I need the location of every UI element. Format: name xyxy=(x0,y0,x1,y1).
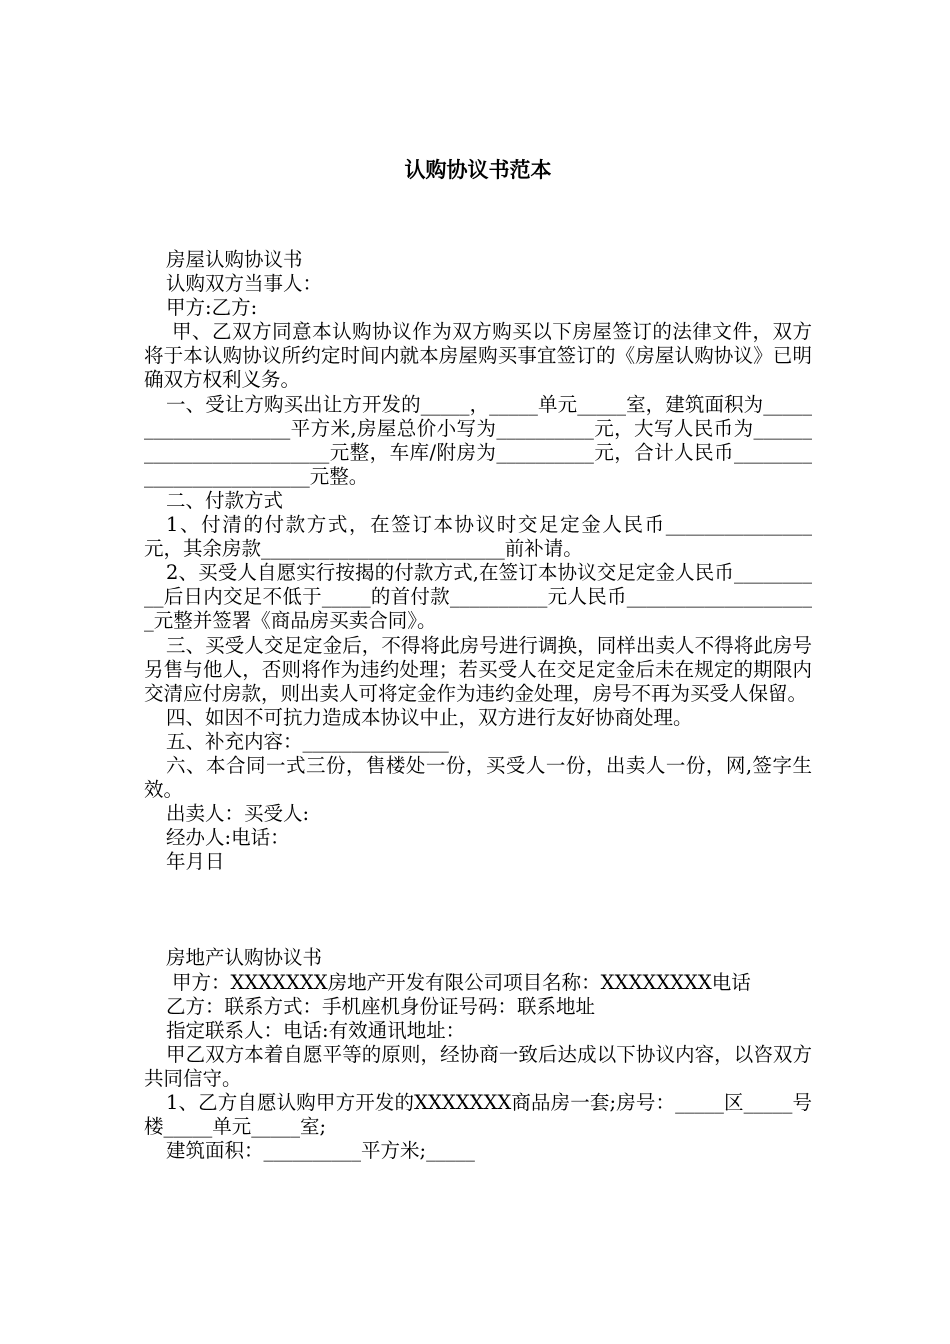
clause-5: 五、补充内容：_______________ xyxy=(166,729,449,753)
clause-3: 三、买受人交足定金后，不得将此房号进行调换，同样出卖人不得将此房号另售与他人，否则将作为违约处理；若买受人在交足定金后未在规定的期限内交清应付房款，则出卖人可将定金作为违约金处理，房号不再为买受人保留。 xyxy=(144,633,812,705)
section-heading: 房地产认购协议书 xyxy=(166,946,323,970)
paragraph: 甲、乙双方同意本认购协议作为双方购买以下房屋签订的法律文件，双方将于本认购协议所约定时间内就本房屋购买事宜签订的《房屋认购协议》已明确双方权利义务。 xyxy=(144,320,812,392)
date-line: 年月日 xyxy=(166,850,225,874)
party-a-line: 甲方：XXXXXXX房地产开发有限公司项目名称：XXXXXXXX电话 xyxy=(172,970,751,994)
agent-line: 经办人:电话： xyxy=(166,826,290,850)
clause-6: 六、本合同一式三份，售楼处一份，买受人一份，出卖人一份，网,签字生效。 xyxy=(144,753,812,802)
signature-line: 出卖人：买受人: xyxy=(166,802,310,826)
document-page xyxy=(144,150,812,1163)
clause-2-heading: 二、付款方式 xyxy=(166,488,284,512)
clause-4: 四、如因不可抗力造成本协议中止，双方进行友好协商处理。 xyxy=(166,705,693,729)
clause-2-2: 2、买受人自愿实行按揭的付款方式,在签订本协议交足定金人民币__________后日内交足不低于_____的首付款__________元人民币____________________元整并签署《商品房买卖合同》。 xyxy=(144,561,812,633)
clause-1: 1、乙方自愿认购甲方开发的XXXXXXX商品房一套;房号：_____区_____号楼_____单元_____室; xyxy=(144,1091,812,1139)
section-gap xyxy=(144,874,812,946)
party-b-line: 乙方：联系方式：手机座机身份证号码：联系地址 xyxy=(166,994,596,1018)
paragraph: 认购双方当事人： xyxy=(166,272,323,296)
area-line: 建筑面积：__________平方米;_____ xyxy=(166,1139,475,1163)
contact-line: 指定联系人：电话:有效通讯地址： xyxy=(166,1018,466,1042)
paragraph: 甲方:乙方: xyxy=(166,296,258,320)
clause-1: 一、受让方购买出让方开发的_____，_____单元_____室，建筑面积为____________________平方米,房屋总价小写为__________元，大写人民币为_________________________元整，车库/附房为__________元，合计人民币_________________________元整。 xyxy=(144,392,812,488)
paragraph: 甲乙双方本着自愿平等的原则，经协商一致后达成以下协议内容，以咨双方共同信守。 xyxy=(144,1042,812,1090)
document-title: 认购协议书范本 xyxy=(404,158,552,182)
section-heading: 房屋认购协议书 xyxy=(166,248,303,271)
clause-2-1: 1、付清的付款方式，在签订本协议时交足定金人民币_______________元，其余房款_________________________前补请。 xyxy=(144,513,812,561)
